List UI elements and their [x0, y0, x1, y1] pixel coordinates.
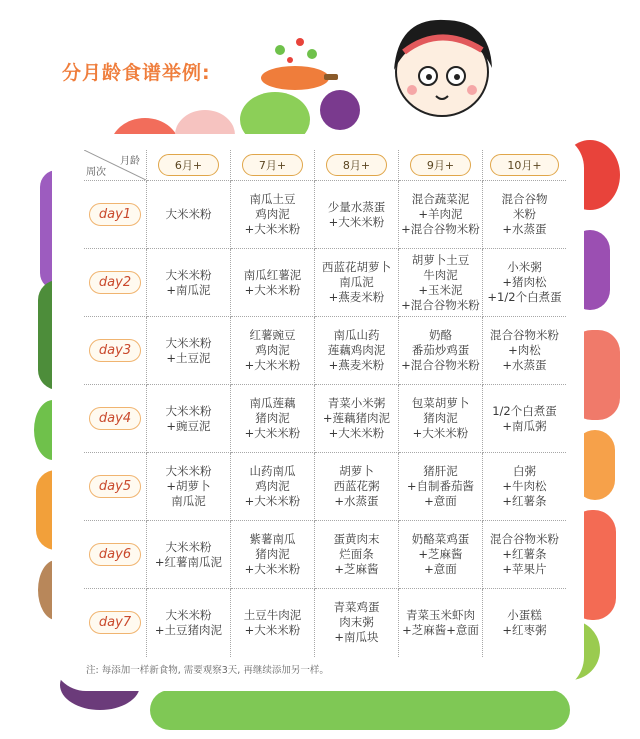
day-label: day4	[89, 407, 141, 430]
recipe-line: +水蒸蛋	[502, 222, 547, 236]
recipe-line: 南瓜泥	[339, 275, 374, 289]
recipe-line: 山药南瓜	[249, 464, 296, 478]
recipe-line: 混合谷物米粉	[490, 532, 559, 546]
recipe-line: 猪肝泥	[423, 464, 458, 478]
recipe-line: 南瓜莲藕	[249, 396, 296, 410]
recipe-line: 青菜鸡蛋	[333, 600, 380, 615]
recipe-line: 大米米粉	[165, 207, 212, 221]
day-label: day7	[89, 611, 141, 634]
recipe-line: 土豆牛肉泥	[243, 607, 302, 622]
recipe-line: 青菜玉米虾肉	[406, 607, 475, 622]
recipe-line: +混合谷物米粉	[401, 297, 480, 312]
table-row	[84, 385, 566, 453]
recipe-line: 青菜小米粥	[327, 396, 386, 410]
recipe-line: +红枣粥	[502, 622, 547, 637]
month-label: 8月+	[326, 154, 387, 176]
day-cell	[84, 385, 147, 453]
recipe-cell	[147, 181, 231, 249]
recipe-line: +大米米粉	[328, 214, 385, 229]
recipe-cell	[315, 453, 399, 521]
recipe-line: 少量水蒸蛋	[327, 199, 386, 214]
recipe-line: 混合谷物米粉	[490, 328, 559, 342]
recipe-line: +莲藕猪肉泥	[322, 411, 391, 425]
recipe-cell	[231, 589, 315, 657]
recipe-cell	[147, 385, 231, 453]
recipe-line: +燕麦米粉	[328, 358, 385, 372]
recipe-line: 包菜胡萝卜	[411, 396, 470, 410]
recipe-cell	[315, 181, 399, 249]
recipe-line: 小米粥	[507, 260, 542, 274]
recipe-line: 大米米粉	[165, 267, 212, 282]
recipe-line: +猪肉松	[502, 275, 547, 289]
recipe-line: +大米米粉	[328, 426, 385, 440]
recipe-cell	[399, 249, 483, 317]
recipe-line: +意面	[424, 494, 457, 508]
day-label: day3	[89, 339, 141, 362]
month-label: 10月+	[490, 154, 558, 176]
recipe-cell	[147, 453, 231, 521]
recipe-cell	[483, 453, 567, 521]
recipe-line: 猪肉泥	[255, 547, 290, 561]
recipe-line: +大米米粉	[244, 622, 301, 637]
month-label: 6月+	[158, 154, 219, 176]
recipe-line: +羊肉泥	[418, 207, 463, 221]
recipe-line: +牛肉松	[502, 479, 547, 493]
recipe-line: +大米米粉	[244, 358, 301, 372]
recipe-line: 混合蔬菜泥	[411, 192, 470, 206]
recipe-line: 米粉	[513, 207, 536, 221]
recipe-line: 胡萝卜土豆	[411, 252, 470, 267]
recipe-line: 猪肉泥	[423, 411, 458, 425]
recipe-line: +大米米粉	[244, 426, 301, 440]
recipe-cell	[315, 589, 399, 657]
recipe-line: 南瓜土豆	[249, 192, 296, 206]
month-header	[147, 150, 231, 181]
table-row	[84, 249, 566, 317]
table-row	[84, 317, 566, 385]
recipe-line: +肉松	[508, 343, 541, 357]
recipe-cell	[315, 385, 399, 453]
month-header	[315, 150, 399, 181]
day-label: day2	[89, 271, 141, 294]
decoration-carrot	[575, 430, 615, 500]
recipe-line: +红薯条	[502, 494, 547, 508]
recipe-line: 猪肉泥	[255, 411, 290, 425]
day-label: day6	[89, 543, 141, 566]
month-header	[483, 150, 567, 181]
recipe-line: +胡萝卜	[166, 479, 211, 493]
recipe-line: +意面	[424, 562, 457, 576]
recipe-line: 西蓝花粥	[333, 479, 380, 493]
recipe-line: +豌豆泥	[166, 418, 211, 433]
recipe-cell	[483, 249, 567, 317]
recipe-cell	[231, 181, 315, 249]
cooking-pan-icon	[250, 30, 340, 100]
corner-month-label: 月龄	[120, 156, 140, 167]
recipe-cell	[231, 521, 315, 589]
recipe-line: 小蛋糕	[507, 607, 542, 622]
recipe-line: 奶酪菜鸡蛋	[411, 532, 470, 546]
recipe-cell	[315, 521, 399, 589]
recipe-cell	[231, 317, 315, 385]
recipe-cell	[399, 521, 483, 589]
recipe-line: 大米米粉	[165, 539, 212, 554]
table-row	[84, 181, 566, 249]
recipe-line: 南瓜泥	[171, 494, 206, 508]
recipe-table	[84, 150, 566, 657]
recipe-line: 南瓜红薯泥	[243, 267, 302, 282]
recipe-line: 南瓜山药	[333, 328, 380, 342]
recipe-line: 蛋黄肉末	[333, 532, 380, 546]
recipe-line: +芝麻酱+意面	[402, 622, 479, 637]
day-label: day5	[89, 475, 141, 498]
recipe-line: +水蒸蛋	[502, 358, 547, 372]
recipe-cell	[231, 385, 315, 453]
recipe-cell	[231, 453, 315, 521]
recipe-cell	[147, 521, 231, 589]
header-row	[84, 150, 566, 181]
recipe-line: 肉末粥	[339, 615, 374, 630]
day-cell	[84, 249, 147, 317]
recipe-cell	[399, 181, 483, 249]
table-row	[84, 589, 566, 657]
recipe-line: +苹果片	[502, 562, 547, 576]
month-label: 9月+	[410, 154, 471, 176]
day-cell	[84, 589, 147, 657]
day-cell	[84, 317, 147, 385]
recipe-line: +大米米粉	[244, 562, 301, 576]
recipe-cell	[483, 521, 567, 589]
recipe-cell	[399, 317, 483, 385]
recipe-line: +燕麦米粉	[328, 290, 385, 304]
recipe-line: 大米米粉	[165, 464, 212, 478]
recipe-line: 大米米粉	[165, 335, 212, 350]
recipe-line: 红薯豌豆	[249, 328, 296, 342]
recipe-cell	[147, 317, 231, 385]
recipe-line: 奶酪	[429, 328, 452, 342]
recipe-cell	[483, 317, 567, 385]
recipe-cell	[399, 589, 483, 657]
recipe-line: +红薯条	[502, 547, 547, 561]
recipe-cell	[483, 589, 567, 657]
recipe-line: +混合谷物米粉	[401, 358, 480, 372]
recipe-line: 白粥	[513, 464, 536, 478]
recipe-line: 混合谷物	[501, 192, 548, 206]
recipe-line: 烂面条	[339, 547, 374, 561]
recipe-line: 牛肉泥	[423, 267, 458, 282]
recipe-line: +玉米泥	[418, 282, 463, 297]
recipe-cell	[483, 181, 567, 249]
table-row	[84, 521, 566, 589]
recipe-line: 紫薯南瓜	[249, 532, 296, 546]
recipe-line: 莲藕鸡肉泥	[327, 343, 386, 357]
recipe-line: +大米米粉	[244, 282, 301, 297]
decoration-lettuce	[240, 92, 310, 147]
recipe-cell	[147, 249, 231, 317]
recipe-cell	[483, 385, 567, 453]
recipe-line: +大米米粉	[244, 494, 301, 508]
page-title: 分月龄食谱举例:	[62, 62, 211, 84]
recipe-cell	[315, 317, 399, 385]
recipe-line: 西蓝花胡萝卜	[322, 260, 391, 274]
day-cell	[84, 521, 147, 589]
recipe-line: +1/2个白煮蛋	[487, 290, 562, 304]
month-label: 7月+	[242, 154, 303, 176]
recipe-line: +芝麻酱	[418, 547, 463, 561]
decoration-green-bottom	[150, 690, 570, 730]
recipe-cell	[315, 249, 399, 317]
recipe-line: +土豆猪肉泥	[154, 622, 223, 637]
recipe-line: 鸡肉泥	[255, 207, 290, 221]
recipe-line: +南瓜块	[334, 630, 379, 645]
recipe-line: 番茄炒鸡蛋	[411, 343, 470, 357]
recipe-line: +大米米粉	[244, 222, 301, 236]
recipe-line: +南瓜泥	[166, 282, 211, 297]
recipe-cell	[399, 385, 483, 453]
recipe-line: 胡萝卜	[339, 464, 374, 478]
recipe-cell	[147, 589, 231, 657]
recipe-line: +水蒸蛋	[334, 494, 379, 508]
corner-header	[84, 150, 147, 181]
recipe-line: +自制番茄酱	[406, 479, 475, 493]
month-header	[231, 150, 315, 181]
corner-week-label: 周次	[86, 167, 106, 178]
recipe-line: 大米米粉	[165, 607, 212, 622]
day-cell	[84, 453, 147, 521]
recipe-line: +红薯南瓜泥	[154, 554, 223, 569]
day-cell	[84, 181, 147, 249]
day-label: day1	[89, 203, 141, 226]
recipe-line: 大米米粉	[165, 403, 212, 418]
recipe-line: +南瓜粥	[502, 418, 547, 433]
recipe-line: 鸡肉泥	[255, 479, 290, 493]
recipe-cell	[231, 249, 315, 317]
recipe-line: +大米米粉	[412, 426, 469, 440]
footnote: 注: 每添加一样新食物, 需要观察3天, 再继续添加另一样。	[86, 665, 329, 676]
recipe-line: +芝麻酱	[334, 562, 379, 576]
recipe-cell	[399, 453, 483, 521]
table-row	[84, 453, 566, 521]
recipe-line: +土豆泥	[166, 350, 211, 365]
month-header	[399, 150, 483, 181]
recipe-line: 鸡肉泥	[255, 343, 290, 357]
recipe-line: 1/2个白煮蛋	[492, 403, 557, 418]
recipe-line: +混合谷物米粉	[401, 222, 480, 236]
girl-illustration	[380, 10, 500, 120]
